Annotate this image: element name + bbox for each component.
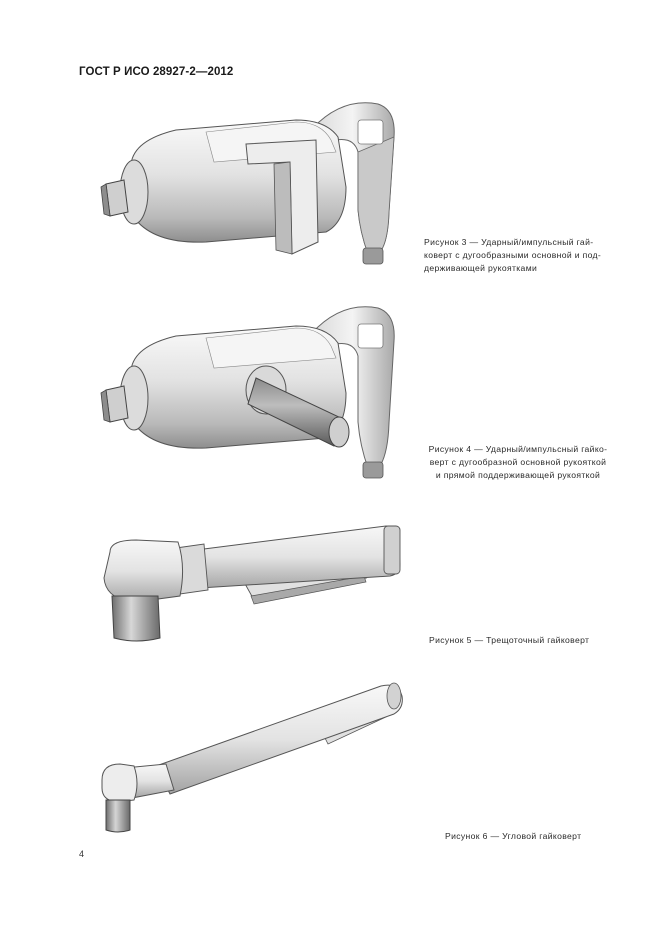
caption-line: держивающей рукоятками <box>424 263 538 273</box>
page-header-standard: ГОСТ Р ИСО 28927-2—2012 <box>79 66 234 78</box>
caption-line: и прямой поддерживающей рукояткой <box>435 470 601 480</box>
impact-wrench-loop-handles-illustration <box>96 92 416 272</box>
caption-line: Рисунок 4 — Ударный/импульсный гайко- <box>428 444 608 454</box>
caption-line: коверт с дугообразными основной и под- <box>424 250 602 260</box>
ratchet-wrench-illustration <box>96 518 411 646</box>
caption-line: Рисунок 3 — Ударный/импульсный гай- <box>424 237 594 247</box>
caption-line: Рисунок 6 — Угловой гайковерт <box>445 831 582 841</box>
impact-wrench-straight-support-handle-illustration <box>96 298 416 483</box>
caption-line: Рисунок 5 — Трещоточный гайковерт <box>429 635 590 645</box>
figure-4-caption <box>418 443 618 482</box>
angle-wrench-illustration <box>96 680 411 838</box>
figure-6-caption <box>445 830 581 843</box>
page-number: 4 <box>79 849 85 859</box>
caption-line: верт с дугообразной основной рукояткой <box>429 457 607 467</box>
figure-5-caption <box>429 634 589 647</box>
figure-3-caption <box>424 236 619 275</box>
